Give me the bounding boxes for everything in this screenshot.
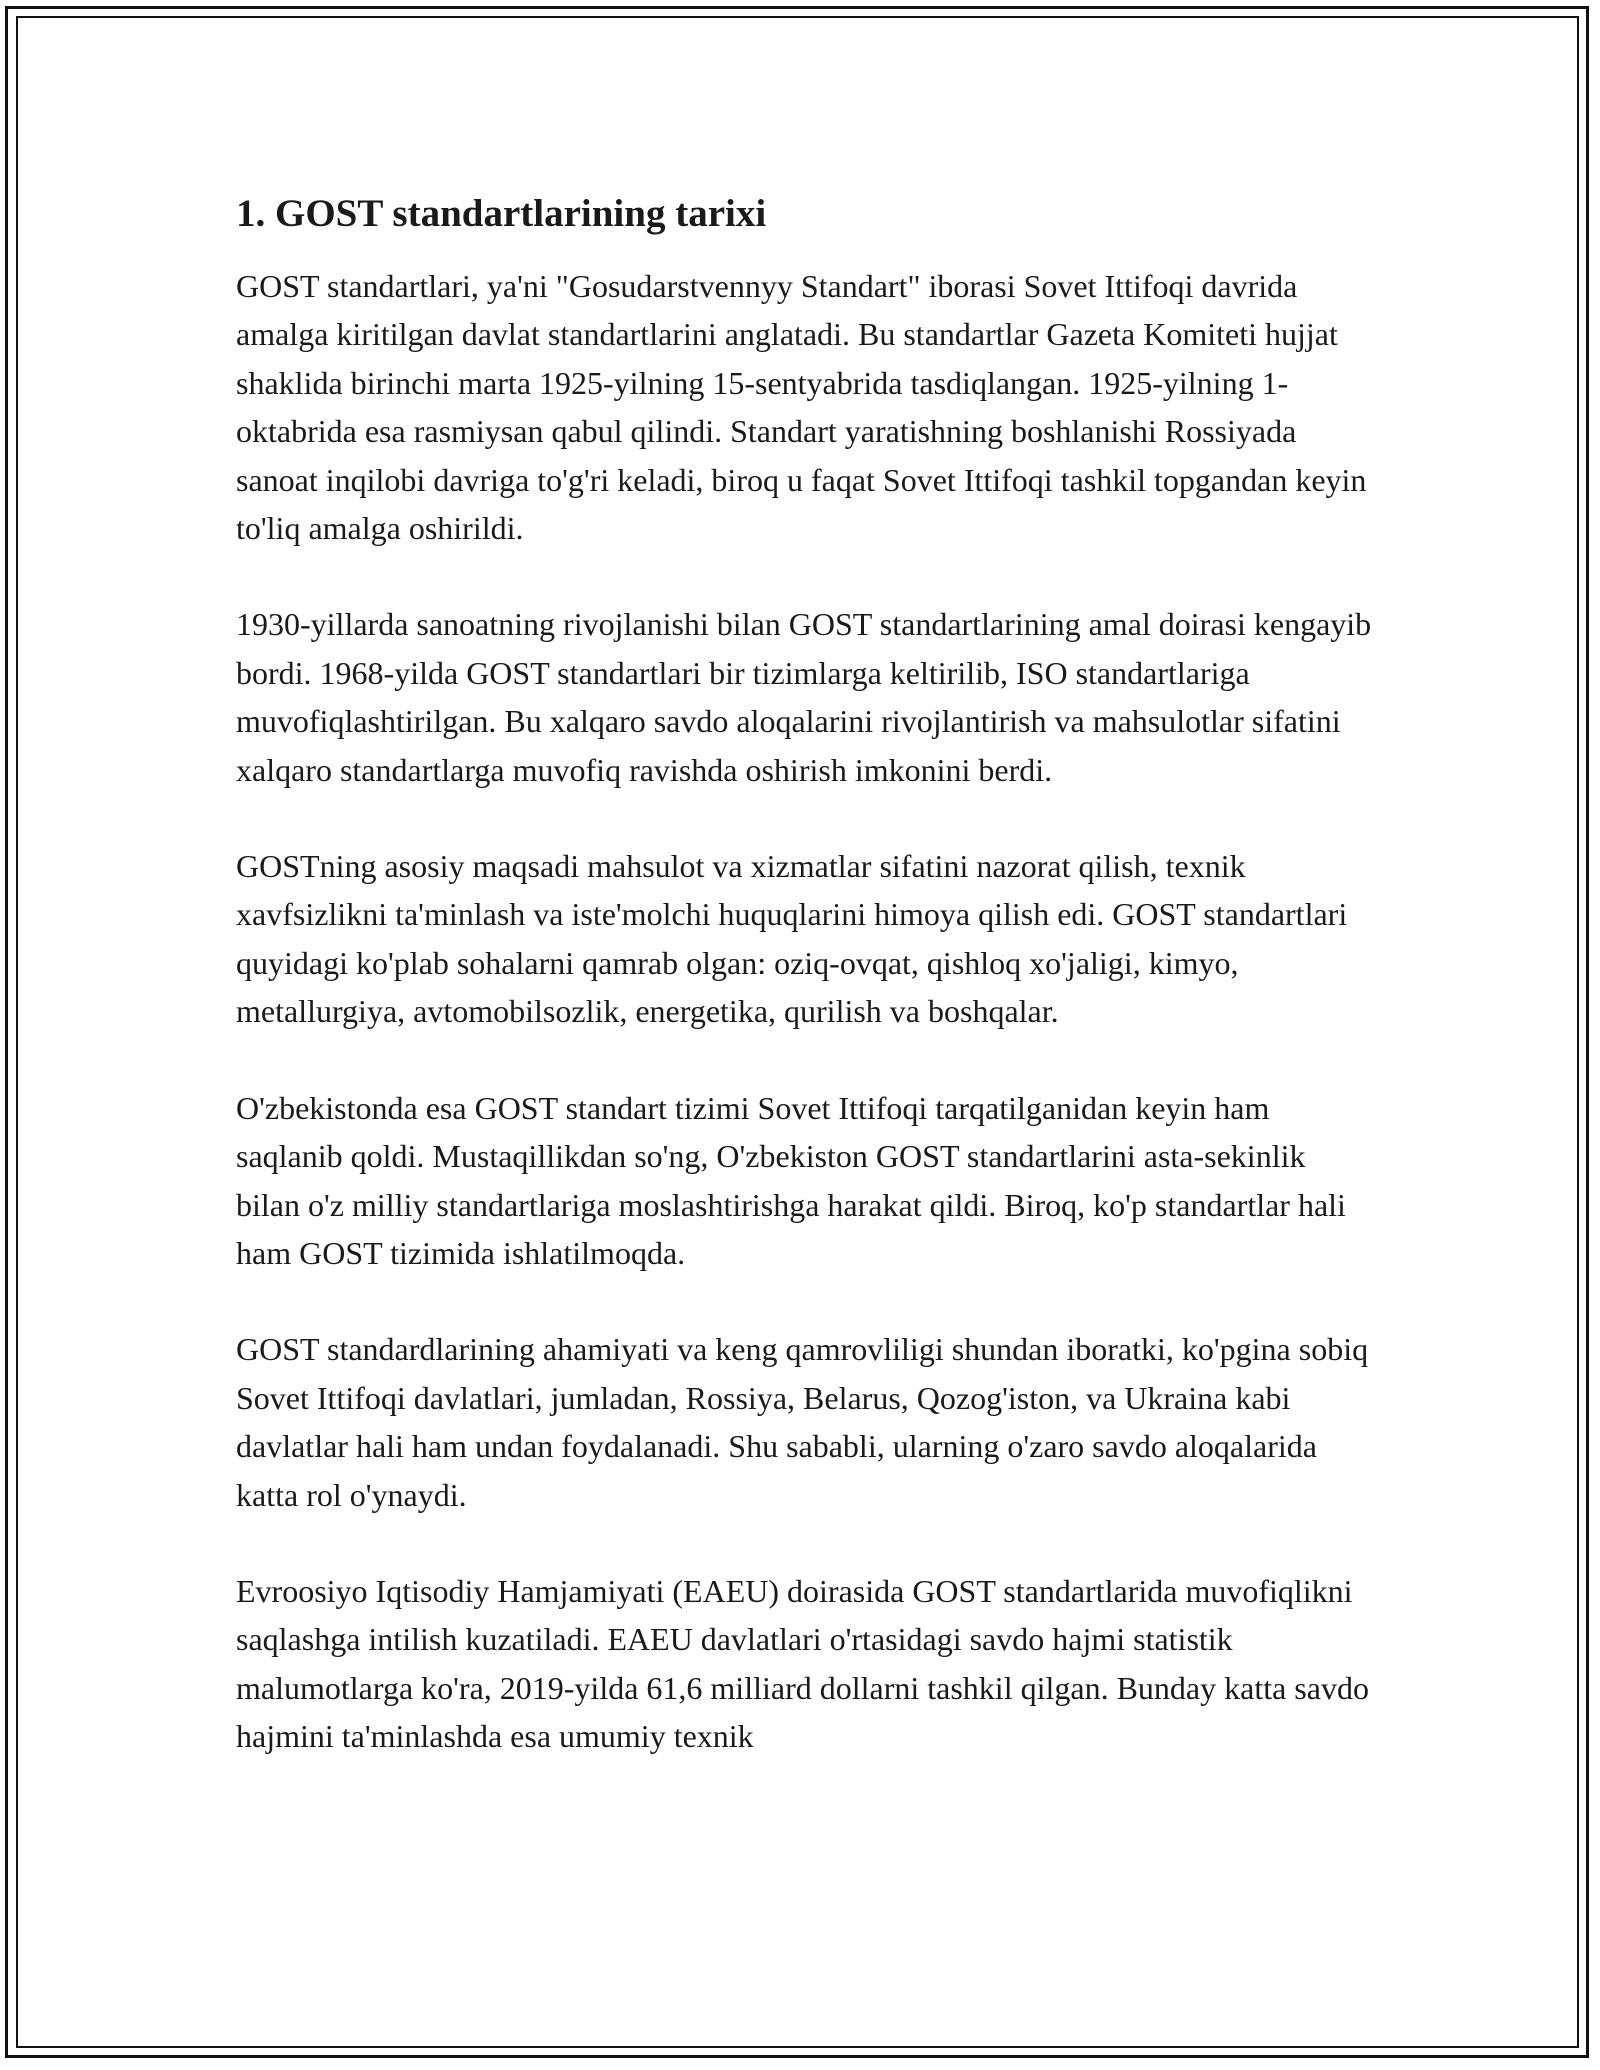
paragraph-6: Evroosiyo Iqtisodiy Hamjamiyati (EAEU) doirasida GOST standartlarida muvofiqlikni saqlashga intilish kuzatiladi. EAEU davlatlari o'rtasidagi savdo hajmi statistik malumotlarga ko'ra, 2019-yilda 61,6 milliard dollarni tashkil qilgan. Bunday katta savdo hajmini ta'minlashda esa umumiy texnik [236,1572,1369,1755]
paragraph-5: GOST standardlarining ahamiyati va keng qamrovliligi shundan iboratki, ko'pgina sobiq Sovet Ittifoqi davlatlari, jumladan, Rossiya, Belarus, Qozog'iston, va Ukraina kabi davlatlar hali ham undan foydalanadi. Shu sababli, ularning o'zaro savdo aloqalarida katta rol o'ynaydi. [236,1331,1369,1513]
document-body [236,186,1376,1809]
paragraph-1: GOST standartlari, ya'ni "Gosudarstvennyy Standart" iborasi Sovet Ittifoqi davrida amalga kiritilgan davlat standartlarini anglatadi. Bu standartlar Gazeta Komiteti hujjat shaklida birinchi marta 1925-yilning 15-sentyabrida tasdiqlangan. 1925-yilning 1-oktabrida esa rasmiysan qabul qilindi. Standart yaratishning boshlanishi Rossiyada sanoat inqilobi davriga to'g'ri keladi, biroq u faqat Sovet Ittifoqi tashkil topgandan keyin to'liq amalga oshirildi. [236,268,1367,547]
paragraph-3: GOSTning asosiy maqsadi mahsulot va xizmatlar sifatini nazorat qilish, texnik xavfsizlikni ta'minlash va iste'molchi huquqlarini himoya qilish edi. GOST standartlari quyidagi ko'plab sohalarni qamrab olgan: oziq-ovqat, qishloq xo'jaligi, kimyo, metallurgiya, avtomobilsozlik, energetika, qurilish va boshqalar. [236,848,1348,1030]
paragraph-2: 1930-yillarda sanoatning rivojlanishi bilan GOST standartlarining amal doirasi kengayib bordi. 1968-yilda GOST standartlari bir tizimlarga keltirilib, ISO standartlariga muvofiqlashtirilgan. Bu xalqaro savdo aloqalarini rivojlantirish va mahsulotlar sifatini xalqaro standartlarga muvofiq ravishda oshirish imkonini berdi. [236,606,1372,788]
section-heading: 1. GOST standartlarining tarixi [236,192,767,235]
paragraph-4: O'zbekistonda esa GOST standart tizimi Sovet Ittifoqi tarqatilganidan keyin ham saqlanib qoldi. Mustaqillikdan so'ng, O'zbekiston GOST standartlarini asta-sekinlik bilan o'z milliy standartlariga moslashtirishga harakat qildi. Biroq, ko'p standartlar hali ham GOST tizimida ishlatilmoqda. [236,1089,1346,1271]
